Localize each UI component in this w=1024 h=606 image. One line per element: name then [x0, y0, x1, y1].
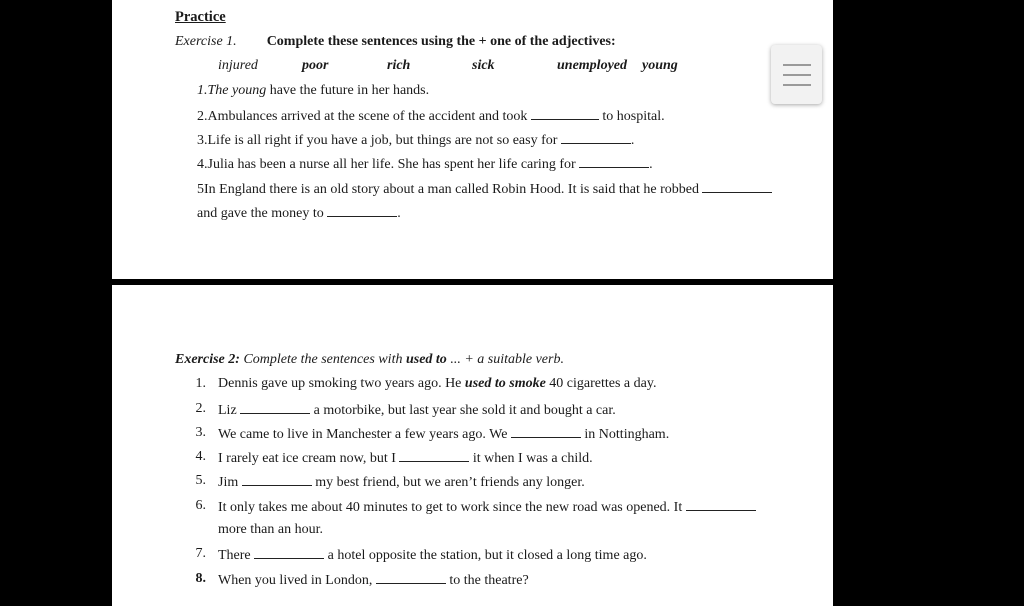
adjective-word: sick [472, 58, 495, 73]
answer-blank[interactable] [511, 425, 581, 438]
answer-blank[interactable] [376, 571, 446, 584]
exercise1-sentence: 1.The young have the future in her hands. [197, 83, 430, 98]
exercise1-sentence: 2.Ambulances arrived at the scene of the accident and took to hospital. [197, 109, 665, 124]
exercise1-sentence: 3.Life is all right if you have a job, but things are not so easy for . [197, 133, 635, 148]
exercise1-instruction: Complete these sentences using the + one of the adjectives: [266, 34, 616, 49]
example-answer: used to smoke [464, 376, 546, 391]
exercise1-sentence-continued: and gave the money to . [197, 206, 401, 221]
worksheet-page-bottom: Exercise 2: Complete the sentences with used to ... + a suitable verb. 1. Dennis gave up smoking two years ago. He used to smoke 40 cigarettes a day. 2. Liz a motorbike, but last year she sold it and bought a car. 3. We came to live in Manchester a few years ago. We in Nottingham. 4. I rarely eat ice cream now, but I it when I was a child. 5. Jim my best friend, but we aren’t friends any longer. 6. It only takes me about 40 minutes to get to work since the new road was opened. It more than an hour. 7. There a hotel opposite the station, but it closed a long time ago. 8. When you lived in London, to the theatre? [112, 285, 833, 606]
answer-blank[interactable] [702, 180, 772, 193]
exercise2-heading: Exercise 2: Complete the sentences with used to ... + a suitable verb. [175, 352, 564, 367]
adjective-word: young [642, 58, 678, 73]
answer-blank[interactable] [240, 401, 310, 414]
practice-title: Practice [175, 9, 226, 25]
exercise1-sentence: 5In England there is an old story about a man called Robin Hood. It is said that he robbed [197, 180, 772, 198]
exercise2-item-continued: more than an hour. [218, 522, 323, 537]
answer-blank[interactable] [327, 204, 397, 217]
answer-blank[interactable] [686, 498, 756, 511]
answer-blank[interactable] [531, 107, 599, 120]
exercise1-sentence: 4.Julia has been a nurse all her life. She has spent her life caring for . [197, 157, 653, 172]
adjective-word: poor [302, 58, 329, 73]
answer-blank[interactable] [561, 131, 631, 144]
worksheet-page-top [112, 0, 833, 279]
answer-blank[interactable] [399, 449, 469, 462]
exercise2-label: Exercise 2: [175, 352, 240, 367]
adjective-word: rich [387, 58, 411, 73]
example-answer: 1.The young [197, 83, 267, 98]
hamburger-menu-icon [783, 64, 811, 66]
adjective-word: injured [218, 58, 258, 73]
exercise1-label: Exercise 1. [175, 34, 237, 49]
answer-blank[interactable] [242, 473, 312, 486]
hamburger-menu-button[interactable] [771, 45, 822, 104]
exercise1-heading [175, 34, 616, 50]
answer-blank[interactable] [579, 155, 649, 168]
adjective-word: unemployed [557, 58, 627, 73]
answer-blank[interactable] [254, 546, 324, 559]
